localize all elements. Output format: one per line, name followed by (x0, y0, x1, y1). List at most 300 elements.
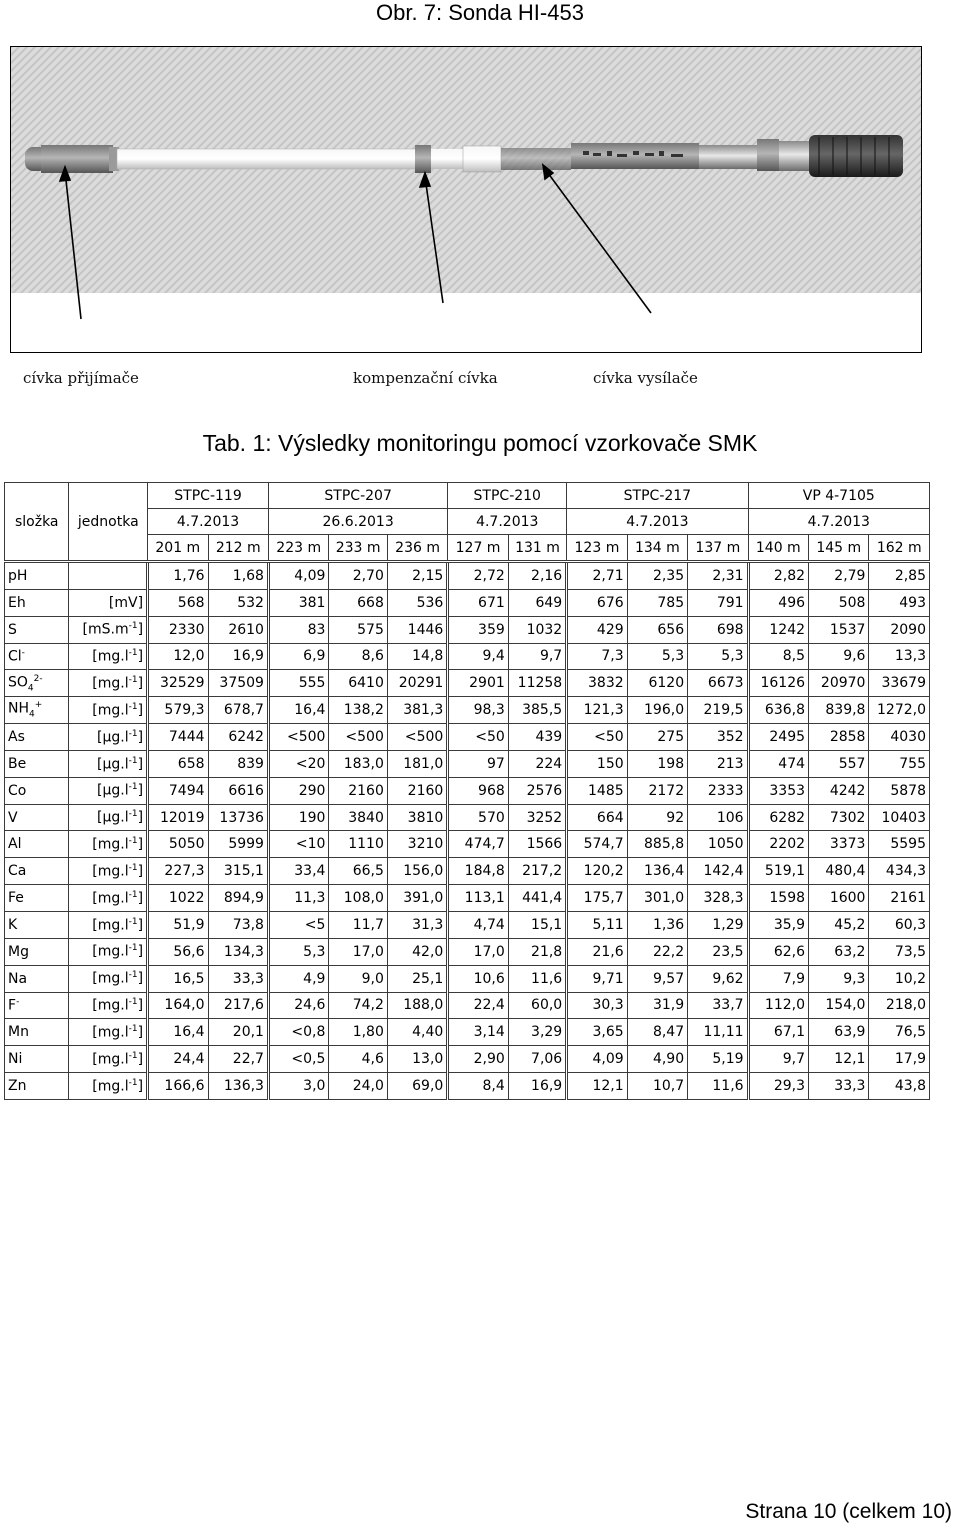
unit-cell: $[mg.l^{-1}]$ (69, 938, 148, 965)
table-row (5, 804, 930, 831)
component-name: Ca (8, 863, 27, 880)
unit-superscript: -1 (128, 889, 138, 900)
value-cell: 22,4 (448, 992, 508, 1019)
unit-cell (69, 562, 148, 590)
component-cell (5, 965, 69, 992)
value-cell: 43,8 (869, 1073, 930, 1100)
value-cell: 120,2 (567, 858, 627, 885)
value-cell: 2,35 (627, 562, 687, 590)
value-cell: 106 (688, 804, 748, 831)
value-cell: 12,1 (567, 1073, 627, 1100)
value-cell: 4030 (869, 724, 930, 751)
value-cell: 8,4 (448, 1073, 508, 1100)
value-cell: <20 (268, 750, 328, 777)
component-superscript: 2- (33, 673, 43, 684)
value-cell: 9,6 (809, 643, 869, 670)
component-name: Ni (8, 1051, 23, 1068)
value-cell: 7494 (148, 777, 208, 804)
value-cell: <500 (387, 724, 447, 751)
value-cell: <10 (268, 831, 328, 858)
value-cell: 480,4 (809, 858, 869, 885)
value-cell: 7,9 (748, 965, 808, 992)
value-cell: 121,3 (567, 697, 627, 724)
value-cell: 1110 (329, 831, 387, 858)
value-cell: 12,0 (148, 643, 208, 670)
value-cell: 164,0 (148, 992, 208, 1019)
value-cell: 21,8 (508, 938, 566, 965)
value-cell: 16,4 (148, 1019, 208, 1046)
value-cell: 658 (148, 750, 208, 777)
value-cell: 315,1 (208, 858, 268, 885)
value-cell: 190 (268, 804, 328, 831)
probe-photo (10, 46, 922, 387)
component-header: složka (5, 483, 69, 562)
value-cell: 9,7 (508, 643, 566, 670)
value-cell: 196,0 (627, 697, 687, 724)
value-cell: 134,3 (208, 938, 268, 965)
value-cell: 24,0 (329, 1073, 387, 1100)
value-cell: 519,1 (748, 858, 808, 885)
unit-superscript: -1 (128, 809, 138, 820)
value-cell: 3353 (748, 777, 808, 804)
component-cell (5, 589, 69, 616)
component-name: Cl (8, 648, 22, 665)
unit-superscript: -1 (128, 1050, 138, 1061)
value-cell: 33679 (869, 670, 930, 697)
value-cell: 557 (809, 750, 869, 777)
component-name: Zn (8, 1078, 27, 1095)
value-cell: 4242 (809, 777, 869, 804)
value-cell: 3,29 (508, 1019, 566, 1046)
value-cell: 76,5 (869, 1019, 930, 1046)
value-cell: 25,1 (387, 965, 447, 992)
value-cell: 2160 (387, 777, 447, 804)
component-cell (5, 938, 69, 965)
unit-text: [mg.l (92, 1024, 129, 1041)
unit-cell: $[mg.l^{-1}]$ (69, 1046, 148, 1073)
value-cell: 678,7 (208, 697, 268, 724)
table-row (5, 992, 930, 1019)
unit-text: [mg.l (92, 702, 129, 719)
value-cell: 301,0 (627, 885, 687, 912)
value-cell: 29,3 (748, 1073, 808, 1100)
component-cell (5, 616, 69, 643)
value-cell: 885,8 (627, 831, 687, 858)
value-cell: 108,0 (329, 885, 387, 912)
value-cell: 10403 (869, 804, 930, 831)
unit-superscript: -1 (128, 1077, 138, 1088)
value-cell: 74,2 (329, 992, 387, 1019)
value-cell: 381 (268, 589, 328, 616)
value-cell: 12,1 (809, 1046, 869, 1073)
component-name: As (8, 729, 25, 746)
value-cell: 24,4 (148, 1046, 208, 1073)
table-row (5, 858, 930, 885)
results-table-wrap (4, 482, 930, 1100)
site-date: 4.7.2013 (148, 509, 269, 535)
value-cell: 35,9 (748, 912, 808, 939)
value-cell: 1600 (809, 885, 869, 912)
value-cell: 15,1 (508, 912, 566, 939)
value-cell: 20970 (809, 670, 869, 697)
value-cell: 570 (448, 804, 508, 831)
value-cell: 8,6 (329, 643, 387, 670)
value-cell: 2202 (748, 831, 808, 858)
site-depth: 123 m (567, 535, 627, 562)
value-cell: 5878 (869, 777, 930, 804)
site-name: STPC-210 (448, 483, 567, 509)
unit-superscript: -1 (128, 728, 138, 739)
site-name: STPC-119 (148, 483, 269, 509)
value-cell: 150 (567, 750, 627, 777)
value-cell: 275 (627, 724, 687, 751)
value-cell: 671 (448, 589, 508, 616)
value-cell: 4,09 (567, 1046, 627, 1073)
value-cell: 10,7 (627, 1073, 687, 1100)
value-cell: 7444 (148, 724, 208, 751)
value-cell: 894,9 (208, 885, 268, 912)
value-cell: 31,3 (387, 912, 447, 939)
value-cell: 184,8 (448, 858, 508, 885)
value-cell: 224 (508, 750, 566, 777)
component-name: Eh (8, 594, 26, 611)
value-cell: 2495 (748, 724, 808, 751)
unit-text: [µg.l (97, 756, 129, 773)
value-cell: 166,6 (148, 1073, 208, 1100)
unit-cell: $[mg.l^{-1}]$ (69, 831, 148, 858)
unit-superscript: -1 (128, 701, 138, 712)
value-cell: 3252 (508, 804, 566, 831)
site-date: 26.6.2013 (268, 509, 447, 535)
unit-cell: $[mg.l^{-1}]$ (69, 1019, 148, 1046)
value-cell: 11,6 (688, 1073, 748, 1100)
component-cell (5, 992, 69, 1019)
table-row (5, 831, 930, 858)
table-row (5, 1073, 930, 1100)
unit-text: [µg.l (97, 809, 129, 826)
value-cell: 73,5 (869, 938, 930, 965)
value-cell: 69,0 (387, 1073, 447, 1100)
value-cell: 1032 (508, 616, 566, 643)
unit-text: [mg.l (92, 890, 129, 907)
table-row (5, 885, 930, 912)
value-cell: 20291 (387, 670, 447, 697)
value-cell: 2576 (508, 777, 566, 804)
value-cell: 67,1 (748, 1019, 808, 1046)
value-cell: 6242 (208, 724, 268, 751)
value-cell: 2,71 (567, 562, 627, 590)
value-cell: 181,0 (387, 750, 447, 777)
value-cell: 1022 (148, 885, 208, 912)
component-cell (5, 724, 69, 751)
unit-superscript: -1 (128, 970, 138, 981)
value-cell: 1,36 (627, 912, 687, 939)
table-caption: Tab. 1: Výsledky monitoringu pomocí vzorkovače SMK (202, 430, 758, 456)
value-cell: 33,3 (208, 965, 268, 992)
value-cell: 2160 (329, 777, 387, 804)
value-cell: 136,3 (208, 1073, 268, 1100)
value-cell: 9,0 (329, 965, 387, 992)
value-cell: 9,57 (627, 965, 687, 992)
value-cell: 328,3 (688, 885, 748, 912)
value-cell: 30,3 (567, 992, 627, 1019)
site-depth: 134 m (627, 535, 687, 562)
value-cell: <5 (268, 912, 328, 939)
transmitter-coil-label: cívka vysílače (593, 369, 698, 387)
value-cell: 92 (627, 804, 687, 831)
component-name: Mg (8, 943, 29, 960)
value-cell: 156,0 (387, 858, 447, 885)
component-cell (5, 643, 69, 670)
unit-cell: $[mg.l^{-1}]$ (69, 697, 148, 724)
value-cell: 5,3 (688, 643, 748, 670)
site-depth: 137 m (688, 535, 748, 562)
value-cell: 2901 (448, 670, 508, 697)
value-cell: 188,0 (387, 992, 447, 1019)
value-cell: 2610 (208, 616, 268, 643)
value-cell: 9,62 (688, 965, 748, 992)
value-cell: 2,72 (448, 562, 508, 590)
unit-superscript: -1 (128, 675, 138, 685)
value-cell: 10,2 (869, 965, 930, 992)
component-name: Na (8, 970, 28, 987)
value-cell: 3,0 (268, 1073, 328, 1100)
value-cell: 1566 (508, 831, 566, 858)
component-name: Be (8, 755, 27, 772)
value-cell: 13,0 (387, 1046, 447, 1073)
value-cell: 4,40 (387, 1019, 447, 1046)
value-cell: 434,3 (869, 858, 930, 885)
value-cell: 183,0 (329, 750, 387, 777)
site-name: STPC-207 (268, 483, 447, 509)
component-name: Fe (8, 890, 24, 907)
value-cell: 2,16 (508, 562, 566, 590)
unit-cell: $[mg.l^{-1}]$ (69, 858, 148, 885)
value-cell: 17,0 (329, 938, 387, 965)
compensation-coil-label: kompenzační cívka (353, 369, 498, 387)
site-date: 4.7.2013 (748, 509, 929, 535)
value-cell: 11,11 (688, 1019, 748, 1046)
component-subscript: 4 (27, 683, 34, 694)
unit-superscript: -1 (128, 862, 138, 873)
value-cell: 664 (567, 804, 627, 831)
unit-cell: $[\mu g.l^{-1}]$ (69, 777, 148, 804)
value-cell: 2,15 (387, 562, 447, 590)
value-cell: 217,6 (208, 992, 268, 1019)
value-cell: 22,7 (208, 1046, 268, 1073)
value-cell: 42,0 (387, 938, 447, 965)
value-cell: 227,3 (148, 858, 208, 885)
site-name: STPC-217 (567, 483, 748, 509)
unit-cell: $[\mu g.l^{-1}]$ (69, 724, 148, 751)
unit-text: [mg.l (92, 675, 129, 692)
component-cell (5, 1046, 69, 1073)
probe-photo-illustration (11, 47, 921, 352)
site-depth: 212 m (208, 535, 268, 562)
value-cell: <50 (448, 724, 508, 751)
value-cell: 439 (508, 724, 566, 751)
component-superscript: - (21, 648, 25, 659)
header-row-sites (5, 483, 930, 509)
value-cell: 7,06 (508, 1046, 566, 1073)
value-cell: 10,6 (448, 965, 508, 992)
unit-cell: $[mg.l^{-1}]$ (69, 643, 148, 670)
value-cell: 20,1 (208, 1019, 268, 1046)
value-cell: 11,7 (329, 912, 387, 939)
value-cell: 2,85 (869, 562, 930, 590)
value-cell: 5,3 (268, 938, 328, 965)
unit-text: [mg.l (92, 970, 129, 987)
value-cell: 6282 (748, 804, 808, 831)
value-cell: 66,5 (329, 858, 387, 885)
component-cell (5, 858, 69, 885)
value-cell: 13736 (208, 804, 268, 831)
value-cell: 636,8 (748, 697, 808, 724)
value-cell: 1272,0 (869, 697, 930, 724)
value-cell: 1,76 (148, 562, 208, 590)
value-cell: 63,2 (809, 938, 869, 965)
value-cell: 112,0 (748, 992, 808, 1019)
value-cell: 555 (268, 670, 328, 697)
component-cell (5, 670, 69, 697)
value-cell: 441,4 (508, 885, 566, 912)
value-cell: 219,5 (688, 697, 748, 724)
value-cell: 5050 (148, 831, 208, 858)
value-cell: 2090 (869, 616, 930, 643)
value-cell: 198 (627, 750, 687, 777)
value-cell: 21,6 (567, 938, 627, 965)
unit-cell: $[mg.l^{-1}]$ (69, 992, 148, 1019)
value-cell: 16,9 (208, 643, 268, 670)
component-name: F (8, 997, 17, 1014)
value-cell: 429 (567, 616, 627, 643)
value-cell: 568 (148, 589, 208, 616)
unit-text: [mg.l (92, 997, 129, 1014)
value-cell: 1598 (748, 885, 808, 912)
value-cell: 138,2 (329, 697, 387, 724)
component-cell (5, 1073, 69, 1100)
value-cell: 8,47 (627, 1019, 687, 1046)
value-cell: 391,0 (387, 885, 447, 912)
component-name: pH (8, 567, 28, 584)
value-cell: 73,8 (208, 912, 268, 939)
unit-cell (69, 589, 148, 616)
value-cell: 1537 (809, 616, 869, 643)
value-cell: 791 (688, 589, 748, 616)
unit-text: [mg.l (92, 648, 129, 665)
value-cell: 62,6 (748, 938, 808, 965)
value-cell: 136,4 (627, 858, 687, 885)
value-cell: 218,0 (869, 992, 930, 1019)
value-cell: 63,9 (809, 1019, 869, 1046)
value-cell: 5,19 (688, 1046, 748, 1073)
value-cell: 60,0 (508, 992, 566, 1019)
value-cell: 6,9 (268, 643, 328, 670)
unit-text: [mg.l (92, 836, 129, 853)
value-cell: 9,4 (448, 643, 508, 670)
value-cell: 4,74 (448, 912, 508, 939)
unit-text: [µg.l (97, 783, 129, 800)
value-cell: 13,3 (869, 643, 930, 670)
value-cell: 2,31 (688, 562, 748, 590)
component-cell (5, 777, 69, 804)
value-cell: 9,71 (567, 965, 627, 992)
value-cell: 1,80 (329, 1019, 387, 1046)
component-name: Al (8, 836, 22, 853)
component-name: Mn (8, 1024, 29, 1041)
unit-superscript: -1 (128, 916, 138, 927)
value-cell: 51,9 (148, 912, 208, 939)
table-row (5, 670, 930, 697)
value-cell: 14,8 (387, 643, 447, 670)
component-subscript: 4 (29, 709, 35, 720)
value-cell: 7302 (809, 804, 869, 831)
component-cell (5, 1019, 69, 1046)
table-row (5, 1019, 930, 1046)
unit-cell: $[mg.l^{-1}]$ (69, 912, 148, 939)
value-cell: 16,4 (268, 697, 328, 724)
value-cell: 2,79 (809, 562, 869, 590)
value-cell: 508 (809, 589, 869, 616)
value-cell: 213 (688, 750, 748, 777)
value-cell: 175,7 (567, 885, 627, 912)
value-cell: 2330 (148, 616, 208, 643)
component-cell (5, 562, 69, 590)
value-cell: 536 (387, 589, 447, 616)
value-cell: 11,3 (268, 885, 328, 912)
component-cell (5, 885, 69, 912)
value-cell: 23,5 (688, 938, 748, 965)
value-cell: 33,3 (809, 1073, 869, 1100)
unit-text: [mg.l (92, 944, 129, 961)
unit-text: [mg.l (92, 1078, 129, 1095)
value-cell: 496 (748, 589, 808, 616)
unit-superscript: -1 (128, 836, 138, 847)
site-depth: 127 m (448, 535, 508, 562)
value-cell: 4,6 (329, 1046, 387, 1073)
value-cell: 4,9 (268, 965, 328, 992)
site-date: 4.7.2013 (567, 509, 748, 535)
unit-text: [µg.l (97, 729, 129, 746)
unit-superscript: -1 (128, 943, 138, 954)
component-superscript: + (34, 700, 43, 711)
value-cell: 6616 (208, 777, 268, 804)
component-name: Co (8, 782, 27, 799)
value-cell: 755 (869, 750, 930, 777)
value-cell: 5595 (869, 831, 930, 858)
value-cell: 22,2 (627, 938, 687, 965)
component-cell (5, 697, 69, 724)
unit-text: [mg.l (92, 917, 129, 934)
value-cell: 9,3 (809, 965, 869, 992)
value-cell: 12019 (148, 804, 208, 831)
value-cell: 1050 (688, 831, 748, 858)
value-cell: 2858 (809, 724, 869, 751)
component-cell (5, 750, 69, 777)
value-cell: 968 (448, 777, 508, 804)
unit-superscript: -1 (128, 755, 138, 766)
value-cell: 56,6 (148, 938, 208, 965)
table-row (5, 589, 930, 616)
unit-superscript: -1 (128, 1023, 138, 1034)
value-cell: <500 (268, 724, 328, 751)
value-cell: 1,68 (208, 562, 268, 590)
unit-cell: $[mg.l^{-1}]$ (69, 885, 148, 912)
value-cell: <50 (567, 724, 627, 751)
table-row (5, 562, 930, 590)
value-cell: 16126 (748, 670, 808, 697)
value-cell: 385,5 (508, 697, 566, 724)
